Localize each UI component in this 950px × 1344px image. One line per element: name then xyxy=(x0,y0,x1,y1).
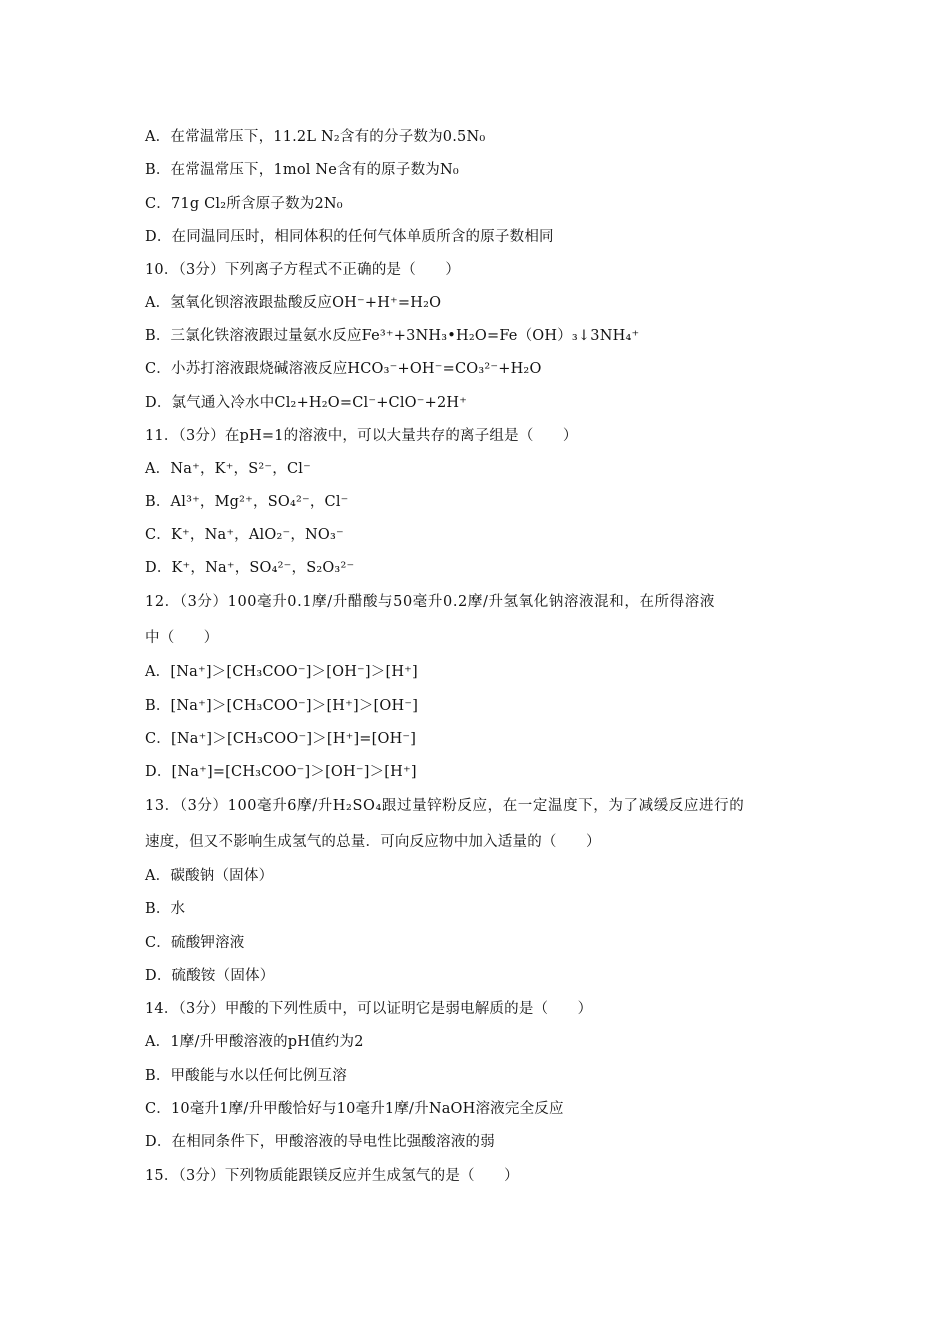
q13-option-d: D．硫酸铵（固体） xyxy=(145,968,275,984)
q11-option-c: C．K⁺，Na⁺，AlO₂⁻，NO₃⁻ xyxy=(145,527,344,543)
q11-option-d: D．K⁺，Na⁺，SO₄²⁻，S₂O₃²⁻ xyxy=(145,560,355,576)
q9-option-b: B．在常温常压下，1mol Ne含有的原子数为N₀ xyxy=(145,162,459,178)
q11-stem: 11．（3分）在pH=1的溶液中，可以大量共存的离子组是（ ） xyxy=(145,428,578,444)
q9-option-d: D．在同温同压时，相同体积的任何气体单质所含的原子数相同 xyxy=(145,229,554,245)
q12-option-a: A．[Na⁺]＞[CH₃COO⁻]＞[OH⁻]＞[H⁺] xyxy=(145,664,418,680)
q10-option-d: D．氯气通入冷水中Cl₂+H₂O=Cl⁻+ClO⁻+2H⁺ xyxy=(145,395,468,411)
q13-option-b: B．水 xyxy=(145,901,186,917)
q13-stem-line1: 13．（3分）100毫升6摩/升H₂SO₄跟过量锌粉反应，在一定温度下，为了减缓反应进行的 xyxy=(145,798,745,814)
q14-option-b: B．甲酸能与水以任何比例互溶 xyxy=(145,1068,347,1084)
q14-stem: 14．（3分）甲酸的下列性质中，可以证明它是弱电解质的是（ ） xyxy=(145,1001,593,1017)
q12-stem-line2: 中（ ） xyxy=(145,630,219,646)
q12-stem-line1: 12．（3分）100毫升0.1摩/升醋酸与50毫升0.2摩/升氢氧化钠溶液混和，在所得溶液 xyxy=(145,594,715,610)
q15-stem: 15．（3分）下列物质能跟镁反应并生成氢气的是（ ） xyxy=(145,1168,519,1184)
q9-option-a: A．在常温常压下，11.2L N₂含有的分子数为0.5N₀ xyxy=(145,129,486,145)
q12-option-d: D．[Na⁺]=[CH₃COO⁻]＞[OH⁻]＞[H⁺] xyxy=(145,764,417,780)
q9-option-c: C．71g Cl₂所含原子数为2N₀ xyxy=(145,196,343,212)
q10-stem: 10．（3分）下列离子方程式不正确的是（ ） xyxy=(145,262,461,278)
q12-option-c: C．[Na⁺]＞[CH₃COO⁻]＞[H⁺]=[OH⁻] xyxy=(145,731,417,747)
q14-option-a: A．1摩/升甲酸溶液的pH值约为2 xyxy=(145,1034,364,1050)
q12-option-b: B．[Na⁺]＞[CH₃COO⁻]＞[H⁺]＞[OH⁻] xyxy=(145,698,419,714)
q10-option-c: C．小苏打溶液跟烧碱溶液反应HCO₃⁻+OH⁻=CO₃²⁻+H₂O xyxy=(145,361,542,377)
q10-option-b: B．三氯化铁溶液跟过量氨水反应Fe³⁺+3NH₃•H₂O=Fe（OH）₃↓3NH₄⁺ xyxy=(145,328,640,344)
q13-option-a: A．碳酸钠（固体） xyxy=(145,868,274,884)
q14-option-d: D．在相同条件下，甲酸溶液的导电性比强酸溶液的弱 xyxy=(145,1134,495,1150)
q11-option-a: A．Na⁺，K⁺，S²⁻，Cl⁻ xyxy=(145,461,311,477)
q11-option-b: B．Al³⁺，Mg²⁺，SO₄²⁻，Cl⁻ xyxy=(145,494,349,510)
q13-stem-line2: 速度，但又不影响生成氢气的总量．可向反应物中加入适量的（ ） xyxy=(145,834,601,850)
q13-option-c: C．硫酸钾溶液 xyxy=(145,935,245,951)
q10-option-a: A．氢氧化钡溶液跟盐酸反应OH⁻+H⁺=H₂O xyxy=(145,295,442,311)
q14-option-c: C．10毫升1摩/升甲酸恰好与10毫升1摩/升NaOH溶液完全反应 xyxy=(145,1101,564,1117)
